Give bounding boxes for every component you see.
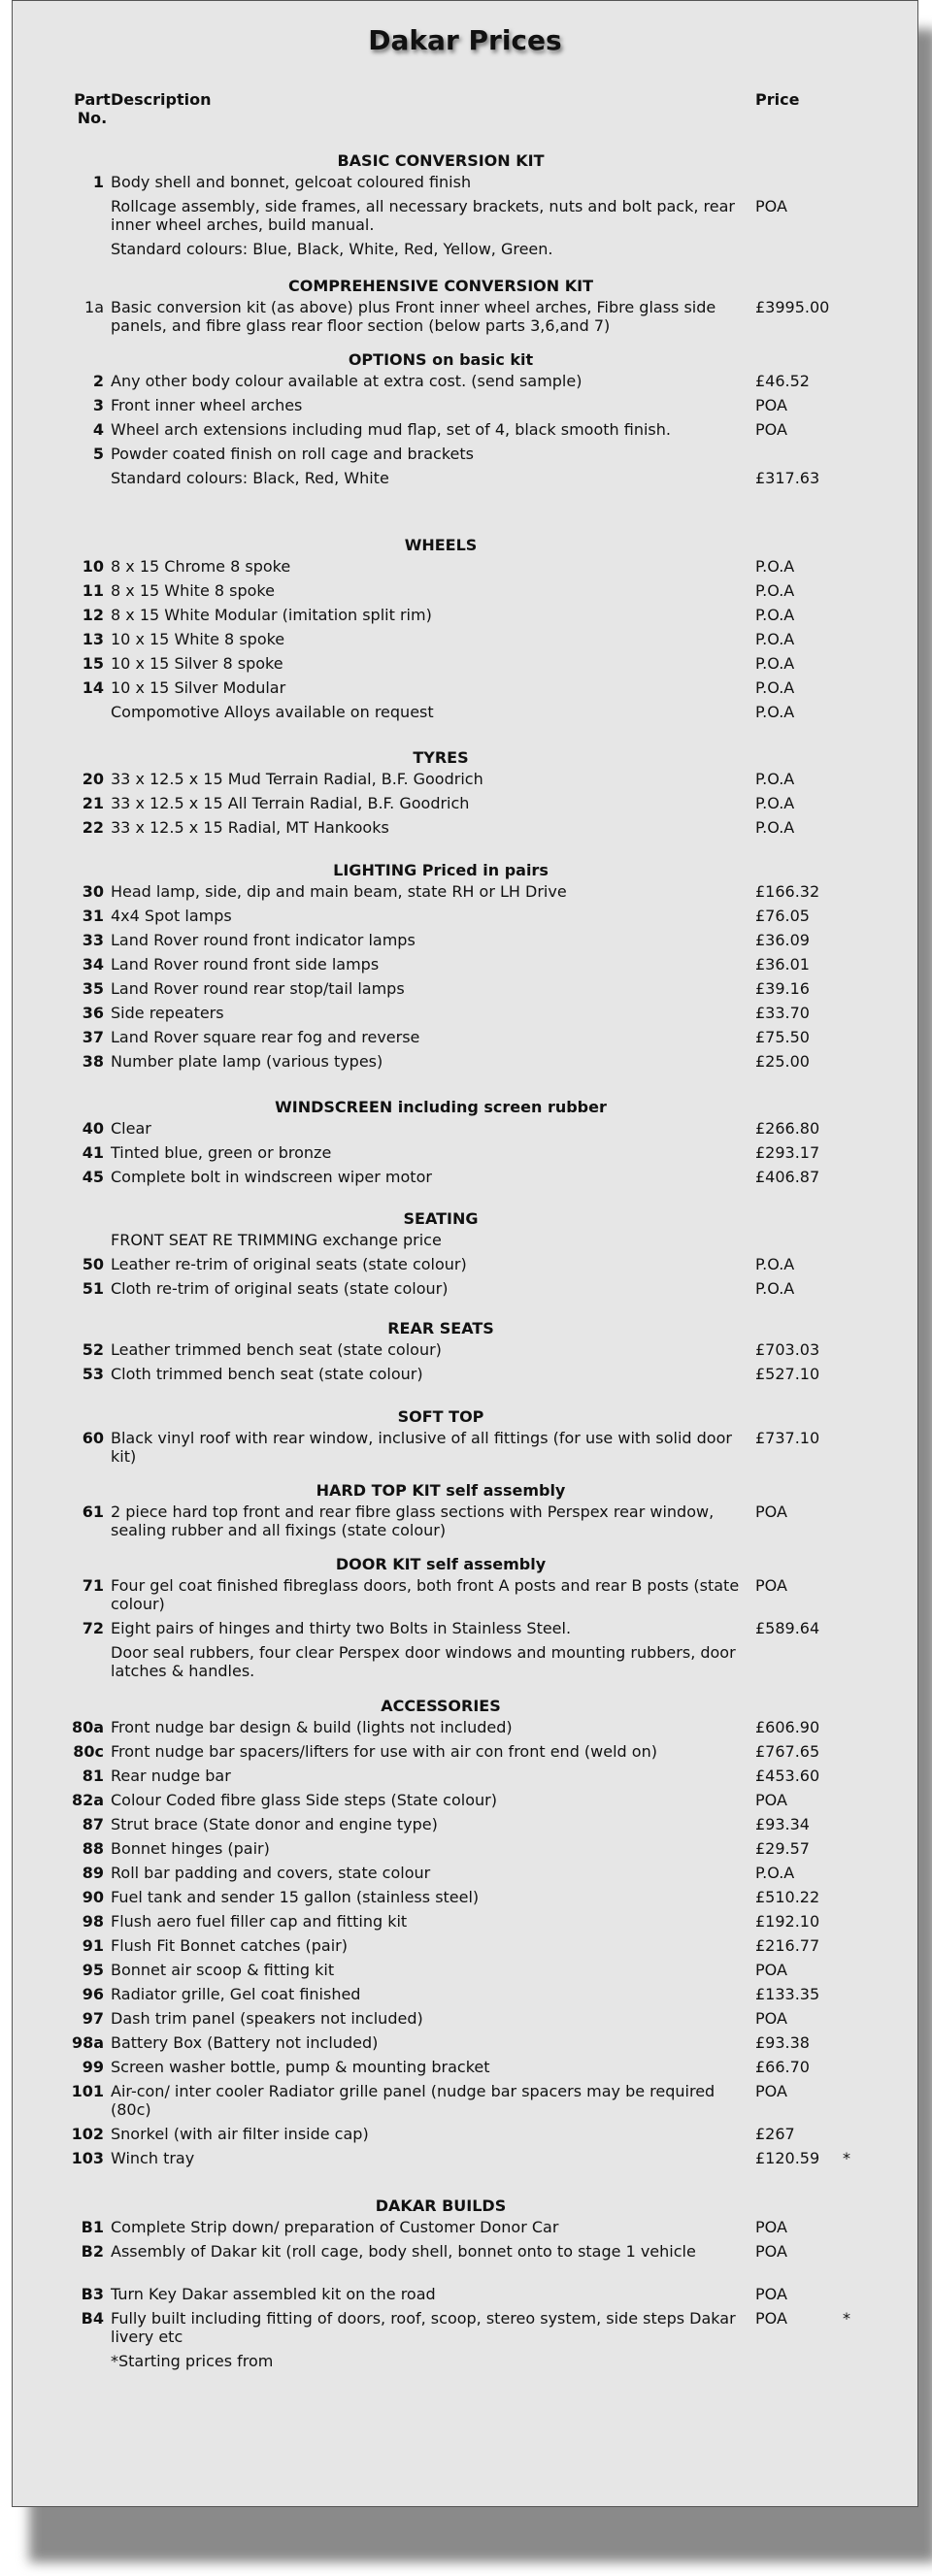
section-title: DAKAR BUILDS <box>375 2196 507 2215</box>
item-price: P.O.A <box>755 630 795 648</box>
item-description: Number plate lamp (various types) <box>111 1052 383 1071</box>
item-price: £216.77 <box>755 1936 820 1955</box>
item-price: £46.52 <box>755 372 810 390</box>
item-price: POA <box>755 2242 787 2261</box>
item-price: £317.63 <box>755 469 820 487</box>
item-price: P.O.A <box>755 1279 795 1298</box>
item-price: P.O.A <box>755 1864 795 1882</box>
part-number: B2 <box>81 2242 104 2261</box>
item-price: POA <box>755 2218 787 2236</box>
item-price: POA <box>755 2009 787 2028</box>
item-description: Body shell and bonnet, gelcoat coloured finish <box>111 173 472 191</box>
part-number: 52 <box>82 1340 104 1359</box>
part-number: 20 <box>82 770 104 788</box>
part-number: 99 <box>82 2058 104 2076</box>
item-price: P.O.A <box>755 794 795 812</box>
section-title: HARD TOP KIT self assembly <box>316 1481 566 1500</box>
item-description: Air-con/ inter cooler Radiator grille panel (nudge bar spacers may be required (80c) <box>111 2082 716 2119</box>
item-price: £33.70 <box>755 1004 810 1022</box>
item-description: Winch tray <box>111 2149 195 2167</box>
item-price: £606.90 <box>755 1718 820 1736</box>
item-description: Powder coated finish on roll cage and brackets <box>111 445 474 463</box>
item-price: P.O.A <box>755 654 795 673</box>
item-description: 33 x 12.5 x 15 Mud Terrain Radial, B.F. Goodrich <box>111 770 483 788</box>
part-number: 90 <box>82 1888 104 1906</box>
item-price: POA <box>755 420 787 439</box>
part-number: 11 <box>82 581 104 600</box>
part-number: B3 <box>81 2285 104 2303</box>
part-number: 1 <box>92 173 104 191</box>
section-title: LIGHTING Priced in pairs <box>333 861 549 879</box>
item-description: 10 x 15 White 8 spoke <box>111 630 285 648</box>
item-price: £3995.00 <box>755 298 830 316</box>
part-number: 88 <box>82 1839 104 1858</box>
part-number: 102 <box>71 2125 104 2143</box>
item-description: Turn Key Dakar assembled kit on the road <box>111 2285 436 2303</box>
part-header-line2: No. <box>77 109 108 127</box>
item-description: Basic conversion kit (as above) plus Front inner wheel arches, Fibre glass side panels, and fibre glass rear floor section (below parts 3,6,and 7) <box>111 298 716 335</box>
section-title: DOOR KIT self assembly <box>335 1555 547 1573</box>
footnote-mark: * <box>843 2149 850 2167</box>
item-description: Rollcage assembly, side frames, all necessary brackets, nuts and bolt pack, rear inner wheel arches, build manual. <box>111 197 735 234</box>
price-header: Price <box>755 90 800 109</box>
item-price: P.O.A <box>755 557 795 576</box>
section-title: SEATING <box>403 1209 479 1228</box>
item-price: £293.17 <box>755 1143 820 1162</box>
part-header-line1: Part <box>74 90 111 109</box>
item-price: POA <box>755 197 787 215</box>
item-description: Colour Coded fibre glass Side steps (State colour) <box>111 1791 497 1809</box>
item-price: £75.50 <box>755 1028 810 1046</box>
part-number: 61 <box>82 1503 104 1521</box>
item-description: Standard colours: Black, Red, White <box>111 469 389 487</box>
item-description: Complete Strip down/ preparation of Customer Donor Car <box>111 2218 559 2236</box>
item-description: 8 x 15 White Modular (imitation split rim) <box>111 606 432 624</box>
part-number: 72 <box>82 1619 104 1637</box>
price-list-page <box>12 0 918 2507</box>
item-price: POA <box>755 1576 787 1595</box>
item-description: Screen washer bottle, pump & mounting bracket <box>111 2058 490 2076</box>
page-title: Dakar Prices <box>368 24 562 56</box>
item-price: POA <box>755 2082 787 2100</box>
part-number: 87 <box>82 1815 104 1833</box>
part-number: 51 <box>82 1279 104 1298</box>
item-description: Eight pairs of hinges and thirty two Bolts in Stainless Steel. <box>111 1619 572 1637</box>
part-number: 5 <box>92 445 104 463</box>
item-description: Leather trimmed bench seat (state colour) <box>111 1340 442 1359</box>
section-title: BASIC CONVERSION KIT <box>337 151 545 170</box>
item-price: P.O.A <box>755 770 795 788</box>
item-price: P.O.A <box>755 818 795 837</box>
item-description: Front inner wheel arches <box>111 396 303 414</box>
item-description: 2 piece hard top front and rear fibre glass sections with Perspex rear window, sealing rubber and all fixings (state colour) <box>111 1503 715 1539</box>
item-price: P.O.A <box>755 581 795 600</box>
part-number: 89 <box>82 1864 104 1882</box>
part-number: 101 <box>71 2082 104 2100</box>
item-price: £267 <box>755 2125 795 2143</box>
part-number: 13 <box>82 630 104 648</box>
item-price: £589.64 <box>755 1619 820 1637</box>
section-title: TYRES <box>413 748 469 767</box>
item-description: Dash trim panel (speakers not included) <box>111 2009 423 2028</box>
item-description: Strut brace (State donor and engine type) <box>111 1815 438 1833</box>
part-number: 60 <box>82 1429 104 1447</box>
item-description: Flush aero fuel filler cap and fitting kit <box>111 1912 408 1931</box>
part-number: 98 <box>82 1912 104 1931</box>
item-price: £76.05 <box>755 907 810 925</box>
item-price: P.O.A <box>755 703 795 721</box>
item-description: 4x4 Spot lamps <box>111 907 232 925</box>
item-description: Leather re-trim of original seats (state colour) <box>111 1255 467 1273</box>
part-number: 98a <box>71 2033 104 2052</box>
part-number: 38 <box>82 1052 104 1071</box>
item-description: Land Rover round front indicator lamps <box>111 931 416 949</box>
item-description: Flush Fit Bonnet catches (pair) <box>111 1936 348 1955</box>
item-description: Front nudge bar design & build (lights not included) <box>111 1718 513 1736</box>
part-number: 33 <box>82 931 104 949</box>
part-number: 71 <box>82 1576 104 1595</box>
item-description: FRONT SEAT RE TRIMMING exchange price <box>111 1231 442 1249</box>
item-price: POA <box>755 2285 787 2303</box>
item-description: Bonnet hinges (pair) <box>111 1839 270 1858</box>
item-price: £453.60 <box>755 1767 820 1785</box>
item-description: 10 x 15 Silver 8 spoke <box>111 654 283 673</box>
item-description: Tinted blue, green or bronze <box>111 1143 332 1162</box>
part-number: 97 <box>82 2009 104 2028</box>
part-number: 31 <box>82 907 104 925</box>
section-title: ACCESSORIES <box>381 1697 501 1715</box>
item-price: £93.34 <box>755 1815 810 1833</box>
item-price: £510.22 <box>755 1888 820 1906</box>
item-description: 8 x 15 Chrome 8 spoke <box>111 557 291 576</box>
item-description: Roll bar padding and covers, state colour <box>111 1864 431 1882</box>
item-price: £266.80 <box>755 1119 820 1138</box>
item-price: POA <box>755 2309 787 2328</box>
part-number: 41 <box>82 1143 104 1162</box>
part-number: 95 <box>82 1961 104 1979</box>
item-price: P.O.A <box>755 1255 795 1273</box>
part-number: 22 <box>82 818 104 837</box>
part-number: 34 <box>82 955 104 974</box>
part-number: 12 <box>82 606 104 624</box>
item-description: Any other body colour available at extra cost. (send sample) <box>111 372 582 390</box>
part-number: 21 <box>82 794 104 812</box>
item-price: £527.10 <box>755 1365 820 1383</box>
item-price: POA <box>755 1503 787 1521</box>
item-price: £737.10 <box>755 1429 820 1447</box>
part-number: 81 <box>82 1767 104 1785</box>
item-price: £36.09 <box>755 931 810 949</box>
item-description: Standard colours: Blue, Black, White, Red, Yellow, Green. <box>111 240 553 258</box>
part-number: 36 <box>82 1004 104 1022</box>
item-description: Side repeaters <box>111 1004 224 1022</box>
item-description: Land Rover round rear stop/tail lamps <box>111 979 405 998</box>
part-number: 40 <box>82 1119 104 1138</box>
item-description: Compomotive Alloys available on request <box>111 703 434 721</box>
item-price: POA <box>755 1961 787 1979</box>
item-description: Wheel arch extensions including mud flap, set of 4, black smooth finish. <box>111 420 671 439</box>
part-number: 103 <box>71 2149 104 2167</box>
item-description: Fully built including fitting of doors, roof, scoop, stereo system, side steps Dakar livery etc <box>111 2309 736 2346</box>
item-description: Radiator grille, Gel coat finished <box>111 1985 361 2003</box>
item-description: Clear <box>111 1119 151 1138</box>
part-number: 45 <box>82 1168 104 1186</box>
item-price: £767.65 <box>755 1742 820 1761</box>
item-price: POA <box>755 396 787 414</box>
part-number: 15 <box>82 654 104 673</box>
description-header: Description <box>111 90 212 109</box>
section-title: WHEELS <box>404 536 478 554</box>
item-price: £25.00 <box>755 1052 810 1071</box>
item-description: Four gel coat finished fibreglass doors, both front A posts and rear B posts (state colour) <box>111 1576 740 1613</box>
item-price: £703.03 <box>755 1340 820 1359</box>
item-description: *Starting prices from <box>111 2352 274 2370</box>
part-number: 80c <box>73 1742 104 1761</box>
part-number: 82a <box>71 1791 104 1809</box>
item-description: Land Rover square rear fog and reverse <box>111 1028 420 1046</box>
section-title: REAR SEATS <box>387 1319 494 1338</box>
item-price: P.O.A <box>755 606 795 624</box>
item-description: Land Rover round front side lamps <box>111 955 380 974</box>
item-description: Rear nudge bar <box>111 1767 231 1785</box>
part-number: 50 <box>82 1255 104 1273</box>
item-description: 10 x 15 Silver Modular <box>111 678 286 697</box>
item-description: Assembly of Dakar kit (roll cage, body shell, bonnet onto to stage 1 vehicle <box>111 2242 696 2261</box>
section-title: OPTIONS on basic kit <box>348 350 534 369</box>
item-description: Door seal rubbers, four clear Perspex door windows and mounting rubbers, door latches & handles. <box>111 1643 736 1680</box>
part-number: B4 <box>81 2309 104 2328</box>
part-number: 53 <box>82 1365 104 1383</box>
item-description: Snorkel (with air filter inside cap) <box>111 2125 369 2143</box>
item-price: £66.70 <box>755 2058 810 2076</box>
item-description: Bonnet air scoop & fitting kit <box>111 1961 335 1979</box>
part-number: 1a <box>84 298 104 316</box>
part-number: 37 <box>82 1028 104 1046</box>
part-number: 91 <box>82 1936 104 1955</box>
item-description: Battery Box (Battery not included) <box>111 2033 379 2052</box>
part-number: 4 <box>92 420 104 439</box>
part-number: 2 <box>92 372 104 390</box>
item-description: Fuel tank and sender 15 gallon (stainless steel) <box>111 1888 480 1906</box>
section-title: SOFT TOP <box>397 1407 484 1426</box>
section-title: WINDSCREEN including screen rubber <box>275 1098 607 1116</box>
part-number: 14 <box>82 678 104 697</box>
item-price: £406.87 <box>755 1168 820 1186</box>
item-description: 33 x 12.5 x 15 All Terrain Radial, B.F. Goodrich <box>111 794 470 812</box>
item-price: £133.35 <box>755 1985 820 2003</box>
item-description: 8 x 15 White 8 spoke <box>111 581 275 600</box>
part-number: 35 <box>82 979 104 998</box>
item-description: Cloth trimmed bench seat (state colour) <box>111 1365 423 1383</box>
section-title: COMPREHENSIVE CONVERSION KIT <box>288 277 593 295</box>
item-price: £29.57 <box>755 1839 810 1858</box>
item-description: Head lamp, side, dip and main beam, state RH or LH Drive <box>111 882 567 901</box>
part-number: 30 <box>82 882 104 901</box>
part-number: B1 <box>81 2218 104 2236</box>
item-price: £39.16 <box>755 979 810 998</box>
item-price: £166.32 <box>755 882 820 901</box>
item-price: POA <box>755 1791 787 1809</box>
item-price: £93.38 <box>755 2033 810 2052</box>
part-number: 3 <box>92 396 104 414</box>
item-price: P.O.A <box>755 678 795 697</box>
item-description: Black vinyl roof with rear window, inclusive of all fittings (for use with solid door kit) <box>111 1429 732 1466</box>
item-price: £36.01 <box>755 955 810 974</box>
part-number: 96 <box>82 1985 104 2003</box>
item-price: £120.59 <box>755 2149 820 2167</box>
item-description: Front nudge bar spacers/lifters for use with air con front end (weld on) <box>111 1742 657 1761</box>
item-description: 33 x 12.5 x 15 Radial, MT Hankooks <box>111 818 389 837</box>
item-description: Cloth re-trim of original seats (state colour) <box>111 1279 449 1298</box>
item-description: Complete bolt in windscreen wiper motor <box>111 1168 432 1186</box>
part-number: 10 <box>82 557 104 576</box>
part-number: 80a <box>71 1718 104 1736</box>
footnote-mark: * <box>843 2309 850 2328</box>
item-price: £192.10 <box>755 1912 820 1931</box>
